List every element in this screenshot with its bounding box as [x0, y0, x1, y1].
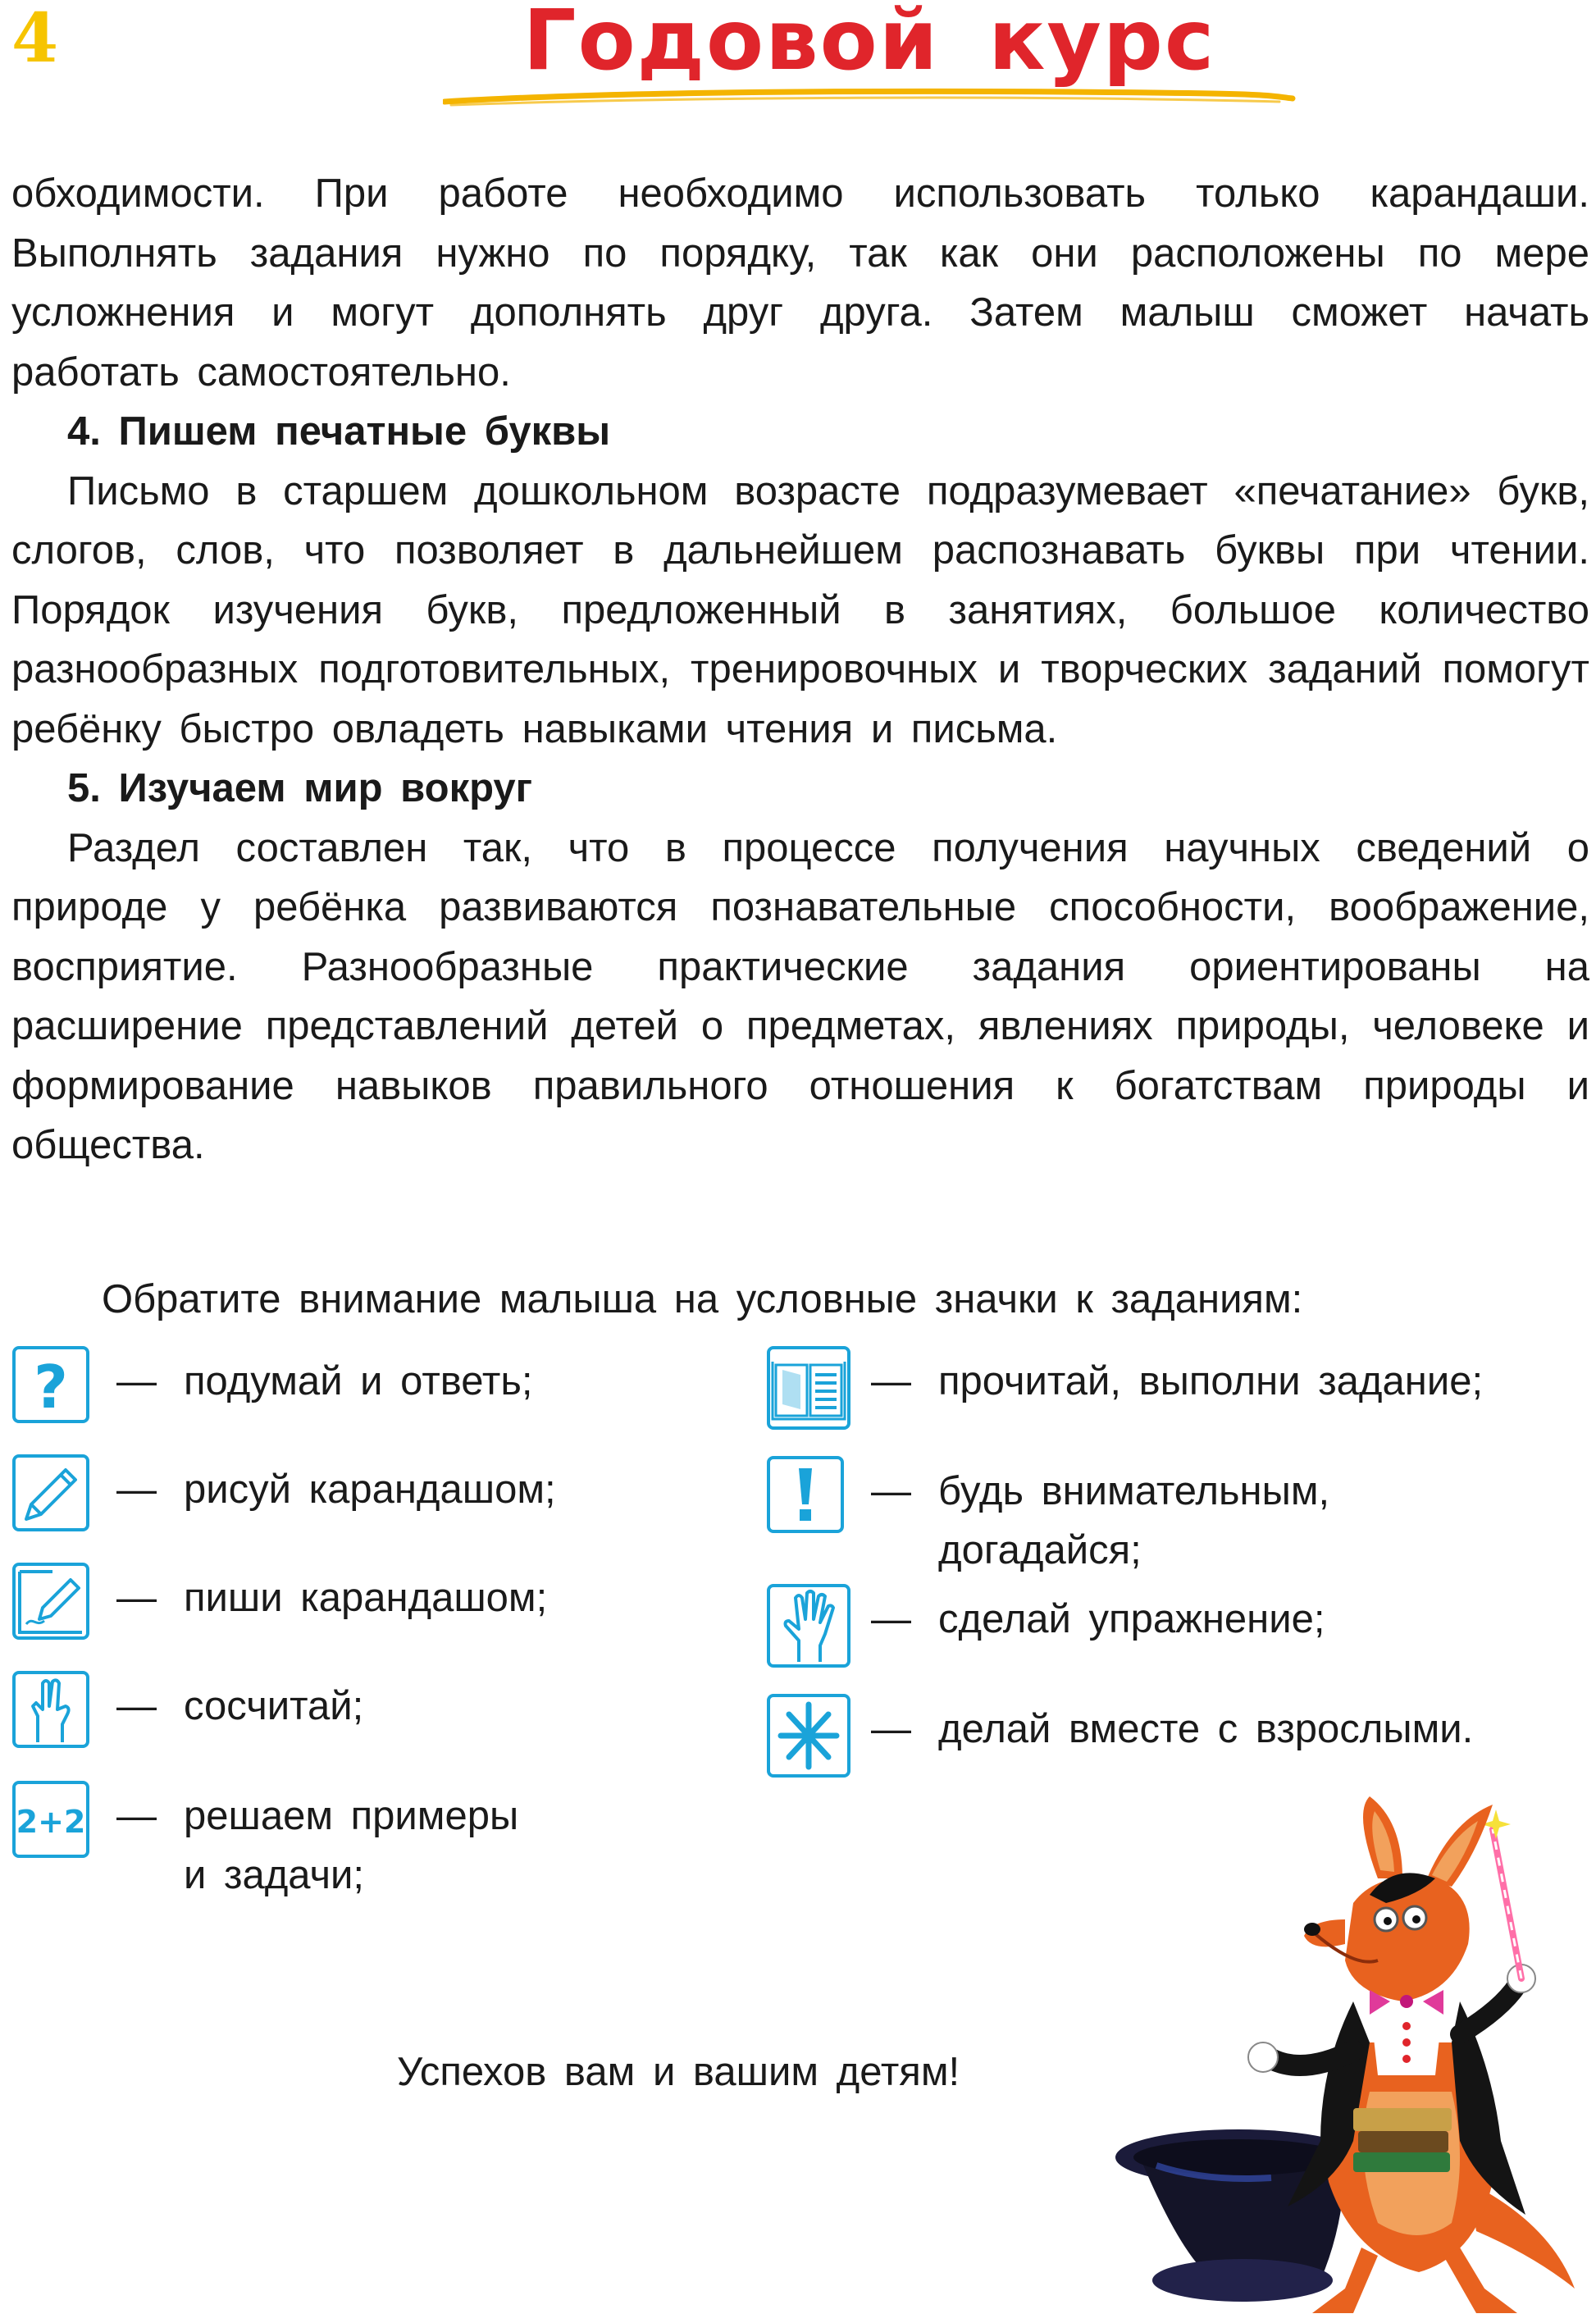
- legend-label: делай вместе с взрослыми.: [938, 1707, 1474, 1751]
- legend-dash: —: [871, 1597, 911, 1641]
- legend-dash: —: [871, 1469, 911, 1513]
- section-heading-4: 4. Пишем печатные буквы: [67, 409, 611, 454]
- legend-label: сосчитай;: [184, 1684, 364, 1728]
- asterisk-icon: [766, 1693, 851, 1778]
- legend-dash: —: [116, 1794, 157, 1838]
- legend-label-line2: догадайся;: [938, 1528, 1142, 1572]
- legend-dash: —: [871, 1359, 911, 1403]
- paragraph-2: Письмо в старшем дошкольном возрасте подразумевает «печатание» букв, слогов, слов, что позволяет в дальнейшем распознавать буквы при чтении. Порядок изучения букв, предложенный в занятиях, большое количество разнообразных подготовительных, тренировочных и творческих заданий помогут ребёнку быстро овладеть навыками чтения и письма.: [11, 468, 1589, 751]
- pencil-icon: [11, 1454, 90, 1532]
- paragraph-1: обходимости. При работе необходимо использовать только карандаши. Выполнять задания нужно по порядку, так как они расположены по мере усложнения и могут дополнять друг друга. Затем малыш сможет начать работать самостоятельно.: [11, 171, 1589, 395]
- counting-hand-icon: [11, 1670, 90, 1749]
- pencil-writing-icon: [11, 1562, 90, 1641]
- legend-dash: —: [116, 1467, 157, 1512]
- legend-label-line2: и задачи;: [184, 1853, 364, 1897]
- legend-intro: Обратите внимание малыша на условные значки к заданиям:: [102, 1277, 1303, 1321]
- legend-label: прочитай, выполни задание;: [938, 1359, 1484, 1403]
- legend-label: решаем примеры: [184, 1794, 519, 1838]
- title-word-2: курс: [988, 0, 1216, 89]
- title-underline: [443, 87, 1296, 108]
- legend-label: будь внимательным,: [938, 1469, 1330, 1513]
- legend-dash: —: [116, 1359, 157, 1403]
- legend-label: пиши карандашом;: [184, 1576, 548, 1620]
- two-plus-two-icon: [11, 1780, 90, 1859]
- legend-dash: —: [871, 1707, 911, 1751]
- section-heading-5: 5. Изучаем мир вокруг: [67, 766, 533, 810]
- kangaroo-magician-icon: [1107, 1796, 1583, 2313]
- open-book-icon: [766, 1345, 851, 1431]
- paragraph-3: Раздел составлен так, что в процессе получения научных сведений о природе у ребёнка развиваются познавательные способности, воображение, восприятие. Разнообразные практические задания ориентированы на расширение представлений детей о предметах, явлениях природы, человеке и формирование навыков правильного отношения к богатствам природы и общества.: [11, 825, 1589, 1167]
- title-word-1: Годовой: [522, 0, 940, 89]
- svg-text:?: ?: [34, 1353, 68, 1422]
- question-mark-icon: [11, 1345, 90, 1424]
- body-text: [11, 164, 1589, 1175]
- legend-label: рисуй карандашом;: [184, 1467, 556, 1512]
- legend-dash: —: [116, 1684, 157, 1728]
- legend-dash: —: [116, 1576, 157, 1620]
- page-number: 4: [11, 0, 59, 78]
- open-palm-icon: [766, 1583, 851, 1668]
- exclamation-icon: [766, 1455, 845, 1534]
- legend-label: сделай упражнение;: [938, 1597, 1325, 1641]
- page-title: [443, 0, 1296, 89]
- two-plus-two-text: 2+2: [16, 1804, 86, 1840]
- legend-label: подумай и ответь;: [184, 1359, 533, 1403]
- closing-text: Успехов вам и вашим детям!: [397, 2050, 960, 2094]
